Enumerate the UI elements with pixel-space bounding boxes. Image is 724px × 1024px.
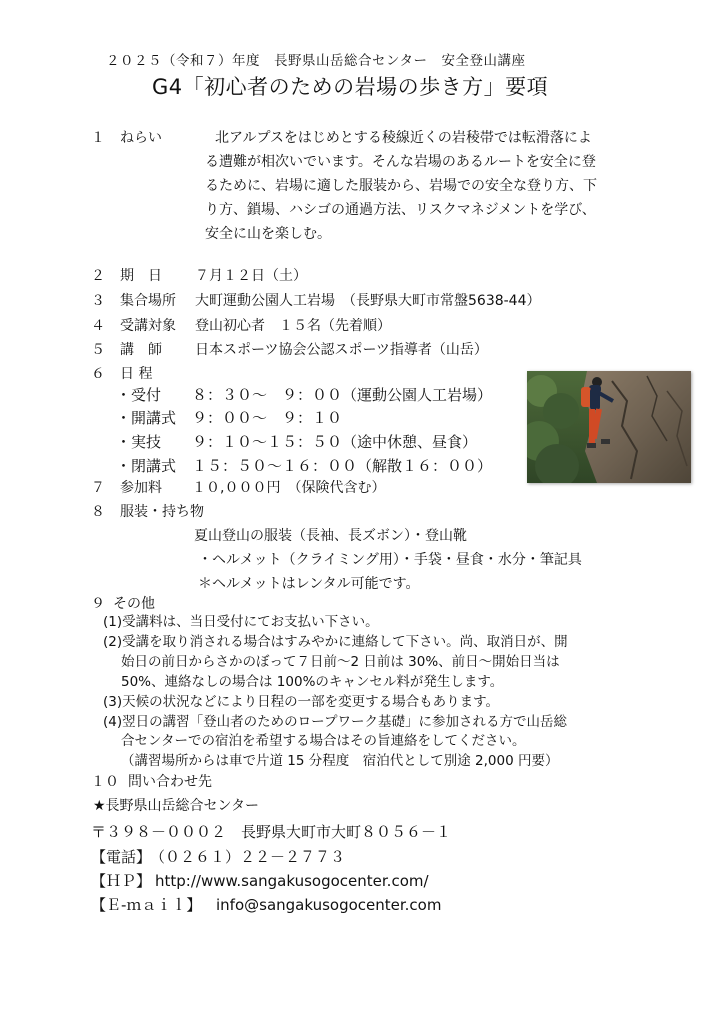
hp-label: 【ＨＰ】 (91, 872, 152, 890)
schedule-time: １５：５０～１６：００（解散１６：００） (192, 457, 493, 475)
schedule-name: ・閉講式 (116, 457, 177, 475)
page-title: G4「初心者のための岩場の歩き方」要項 (152, 75, 549, 99)
notes-line-4: 50%、連絡なしの場合は 100%のキャンセル料が発生します。 (121, 674, 504, 690)
notes-line-5: (3)天候の状況などにより日程の一部を変更する場合もあります。 (103, 694, 500, 710)
section-6-label: 日 程 (120, 366, 153, 382)
aim-line-5: 安全に山を楽しむ。 (205, 226, 331, 242)
aim-line-3: るために、岩場に適した服装から、岩場での安全な登り方、下 (205, 178, 597, 194)
section-9-number: ９ (91, 596, 105, 612)
email-link[interactable]: info@sangakusogocenter.com (216, 896, 442, 914)
schedule-name: ・開講式 (116, 409, 177, 427)
photo-illustration (527, 371, 691, 483)
section-8-number: ８ (91, 504, 105, 520)
fee-value: １０,０００円 （保険代含む） (192, 480, 386, 496)
section-4-label: 受講対象 (120, 318, 176, 334)
contact-address: 〒３９８－０００２ 長野県大町市大町８０５６－１ (91, 823, 452, 841)
rock-climber-photo (527, 371, 691, 483)
aim-line-2: る遭難が相次いでいます。そんな岩場のあるルートを安全に登 (205, 154, 596, 170)
notes-line-8: （講習場所からは車で片道 15 分程度 宿泊代として別途 2,000 円要） (121, 753, 559, 769)
section-1-label: ねらい (120, 130, 162, 146)
schedule-name: ・実技 (116, 433, 162, 451)
section-8-label: 服装・持ち物 (120, 504, 204, 520)
schedule-time: ８：３０～ ９：００（運動公園人工岩場） (192, 386, 493, 404)
contact-org: ★長野県山岳総合センター (93, 798, 259, 814)
website-link[interactable]: http://www.sangakusogocenter.com/ (155, 872, 429, 890)
belongings-line-3: ＊ヘルメットはレンタル可能です。 (198, 576, 420, 592)
belongings-line-2: ・ヘルメット（クライミング用）・手袋・昼食・水分・筆記具 (198, 552, 582, 568)
section-10-label: 問い合わせ先 (128, 774, 212, 790)
notes-line-1: (1)受講料は、当日受付にてお支払い下さい。 (103, 614, 379, 630)
notes-line-6: (4)翌日の講習「登山者のためのロープワーク基礎」に参加される方で山岳総 (103, 714, 567, 730)
section-3-label: 集合場所 (120, 293, 176, 309)
section-2-label: 期 日 (120, 268, 162, 284)
phone-number[interactable]: （０２６１）２２－２７７３ (150, 848, 346, 866)
phone-label: 【電話】 (91, 848, 152, 866)
aim-line-4: り方、鎖場、ハシゴの通過方法、リスクマネジメントを学び、 (205, 202, 596, 218)
section-5-number: ５ (91, 342, 105, 358)
schedule-name: ・受付 (116, 386, 162, 404)
schedule-time: ９：００～ ９：１０ (192, 409, 343, 427)
date-value: ７月１２日（土） (195, 268, 307, 284)
venue-value: 大町運動公園人工岩場 （長野県大町市常盤5638-44） (195, 293, 541, 309)
target-value: 登山初心者 １５名（先着順） (195, 318, 391, 334)
notes-line-3: 始日の前日からさかのぼって７日前～2 日前は 30%、前日～開始日当は (121, 654, 560, 670)
section-3-number: ３ (91, 293, 105, 309)
section-4-number: ４ (91, 318, 105, 334)
section-2-number: ２ (91, 268, 105, 284)
section-9-label: その他 (113, 596, 155, 612)
section-5-label: 講 師 (120, 342, 162, 358)
course-subtitle: ２０２５（令和７）年度 長野県山岳総合センター 安全登山講座 (106, 53, 526, 69)
section-10-number: １０ (91, 774, 119, 790)
section-7-label: 参加料 (120, 480, 162, 496)
section-6-number: ６ (91, 366, 105, 382)
notes-line-2: (2)受講を取り消される場合はすみやかに連絡して下さい。尚、取消日が、開 (103, 634, 568, 650)
instructor-value: 日本スポーツ協会公認スポーツ指導者（山岳） (195, 342, 488, 358)
notes-line-7: 合センターでの宿泊を希望する場合はその旨連絡をしてください。 (121, 733, 526, 749)
section-1-number: １ (91, 130, 105, 146)
aim-line-1: 北アルプスをはじめとする稜線近くの岩稜帯では転滑落によ (215, 130, 592, 146)
section-7-number: ７ (91, 480, 105, 496)
belongings-line-1: 夏山登山の服装（長袖、長ズボン）・登山靴 (194, 528, 467, 544)
email-label: 【Ｅ-ｍａｉｌ】 (91, 896, 202, 914)
schedule-time: ９：１０～１５：５０（途中休憩、昼食） (192, 433, 478, 451)
